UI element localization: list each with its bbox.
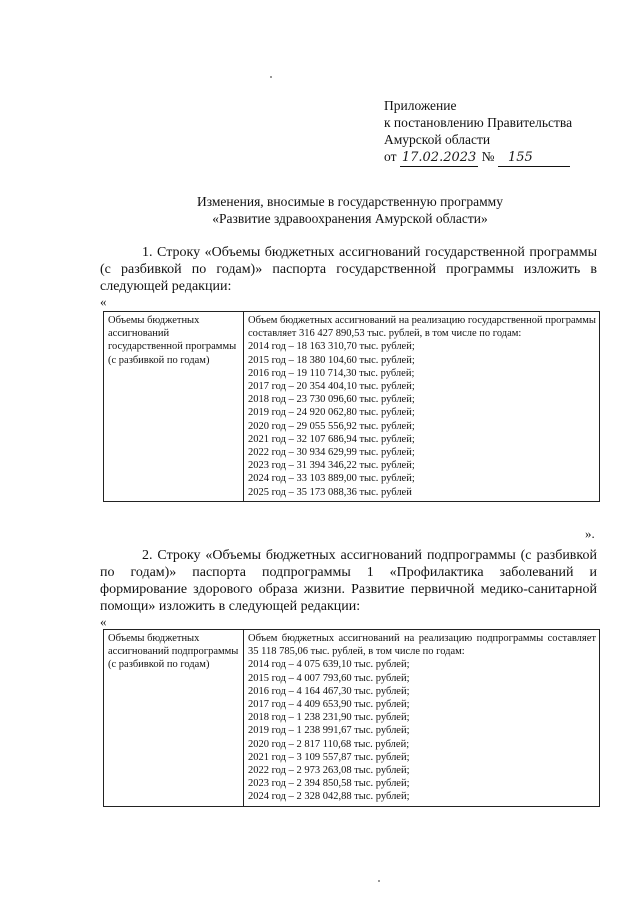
appendix-decree-line: к постановлению Правительства (384, 115, 573, 130)
section2-left-cell: Объемы бюджетных ассигнований подпрограммы (с разбивкой по годам) (104, 630, 244, 807)
list-item: 2015 год – 4 007 793,60 тыс. рублей; (248, 672, 410, 684)
document-title-line2: «Развитие здравоохранения Амурской области» (212, 211, 488, 226)
section1-open-quote: « (100, 294, 107, 309)
list-item: 2025 год – 35 173 088,36 тыс. рублей (248, 486, 412, 498)
list-item: 2020 год – 2 817 110,68 тыс. рублей; (248, 738, 410, 750)
section1-right-cell (244, 312, 600, 502)
appendix-title: Приложение (384, 98, 457, 113)
list-item: 2020 год – 29 055 556,92 тыс. рублей; (248, 420, 415, 432)
list-item: 2017 год – 4 409 653,90 тыс. рублей; (248, 699, 410, 711)
list-item: 2022 год – 30 934 629,99 тыс. рублей; (248, 447, 415, 459)
section2-open-quote: « (100, 614, 107, 629)
list-item: 2014 год – 18 163 310,70 тыс. рублей; (248, 341, 415, 353)
section1-text: 1. Строку «Объемы бюджетных ассигнований государственной программы (с разбивкой по годам)» паспорта государственной программы изложить в следующей редакции: (100, 245, 597, 294)
list-item: 2021 год – 3 109 557,87 тыс. рублей; (248, 751, 410, 763)
appendix-header (384, 97, 572, 167)
table-row (104, 312, 600, 502)
table-row (104, 630, 600, 807)
section2-right-cell (244, 630, 600, 807)
list-item: 2016 год – 4 164 467,30 тыс. рублей; (248, 685, 410, 697)
list-item: 2019 год – 24 920 062,80 тыс. рублей; (248, 407, 415, 419)
scan-speck (378, 880, 380, 882)
list-item: 2024 год – 2 328 042,88 тыс. рублей; (248, 791, 410, 803)
section1-intro: Объем бюджетных ассигнований на реализацию государственной программы составляет 316 427 890,53 тыс. рублей, в том числе по годам: (248, 315, 596, 340)
list-item: 2018 год – 1 238 231,90 тыс. рублей; (248, 712, 410, 724)
section2-intro: Объем бюджетных ассигнований на реализацию подпрограммы составляет 35 118 785,06 тыс. рублей, в том числе по годам: (248, 633, 596, 658)
section1-paragraph (100, 244, 597, 295)
list-item: 2023 год – 2 394 850,58 тыс. рублей; (248, 778, 410, 790)
list-item: 2014 год – 4 075 639,10 тыс. рублей; (248, 659, 410, 671)
list-item: 2022 год – 2 973 263,08 тыс. рублей; (248, 765, 410, 777)
list-item: 2019 год – 1 238 991,67 тыс. рублей; (248, 725, 410, 737)
section1-table (103, 311, 600, 502)
list-item: 2017 год – 20 354 404,10 тыс. рублей; (248, 381, 415, 393)
section1-left-cell: Объемы бюджетных ассигнований государственной программы (с разбивкой по годам) (104, 312, 244, 502)
section1-close-quote: ». (585, 526, 595, 541)
section2-paragraph (100, 547, 597, 615)
list-item: 2023 год – 31 394 346,22 тыс. рублей; (248, 460, 415, 472)
list-item: 2024 год – 33 103 889,00 тыс. рублей; (248, 473, 415, 485)
handwritten-number: 155 (498, 149, 570, 167)
list-item: 2018 год – 23 730 096,60 тыс. рублей; (248, 394, 415, 406)
document-title-line1: Изменения, вносимые в государственную программу (197, 194, 503, 209)
appendix-date-line (384, 148, 572, 167)
document-title (100, 193, 600, 227)
section2-table (103, 629, 600, 807)
scan-speck (270, 76, 272, 78)
list-item: 2016 год – 19 110 714,30 тыс. рублей; (248, 367, 415, 379)
list-item: 2021 год – 32 107 686,94 тыс. рублей; (248, 433, 415, 445)
date-prefix: от (384, 149, 397, 164)
number-label: № (481, 149, 495, 164)
section2-text: 2. Строку «Объемы бюджетных ассигнований подпрограммы (с разбивкой по годам)» паспорта подпрограммы 1 «Профилактика заболеваний и формирование здорового образа жизни. Развитие первичной медико-санитарной помощи» изложить в следующей редакции: (100, 548, 597, 614)
handwritten-date: 17.02.2023 (401, 150, 477, 165)
appendix-region-line: Амурской области (384, 132, 491, 147)
list-item: 2015 год – 18 380 104,60 тыс. рублей; (248, 354, 415, 366)
